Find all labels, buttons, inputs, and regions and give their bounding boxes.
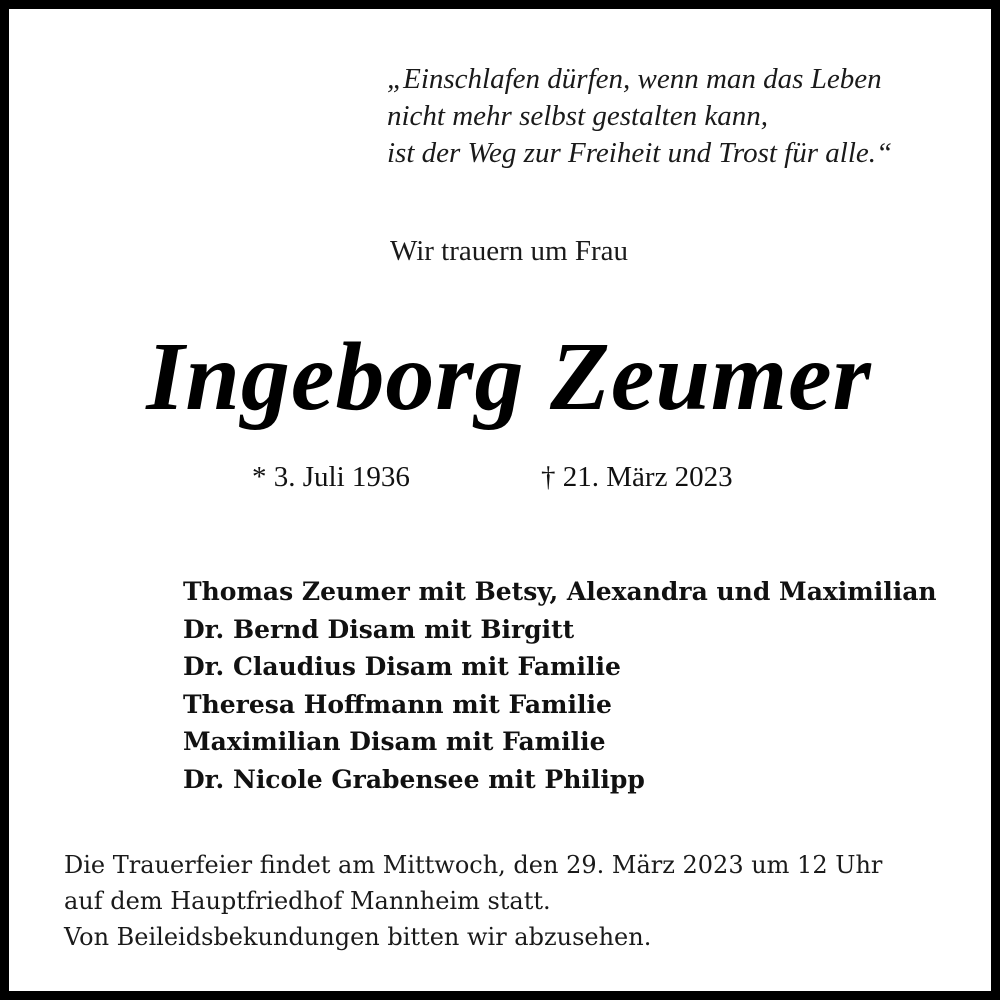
service-line: auf dem Hauptfriedhof Mannheim statt.	[64, 887, 551, 915]
funeral-service-info	[64, 847, 882, 955]
mourners-list	[183, 573, 937, 799]
quote-line: ist der Weg zur Freiheit und Trost für alle.“	[387, 137, 893, 169]
mourner-entry: Maximilian Disam mit Familie	[183, 727, 606, 757]
quote-line: „Einschlafen dürfen, wenn man das Leben	[387, 63, 882, 95]
mourner-entry: Dr. Nicole Grabensee mit Philipp	[183, 764, 645, 794]
mourner-entry: Dr. Bernd Disam mit Birgitt	[183, 614, 575, 644]
service-line: Die Trauerfeier findet am Mittwoch, den 29. März 2023 um 12 Uhr	[64, 851, 883, 879]
mourner-entry: Dr. Claudius Disam mit Familie	[183, 652, 621, 682]
service-line: Von Beileidsbekundungen bitten wir abzusehen.	[64, 923, 652, 951]
mourner-entry: Theresa Hoffmann mit Familie	[183, 689, 612, 719]
epigraph-quote	[387, 61, 987, 172]
deceased-name: Ingeborg Zeumer	[146, 323, 872, 431]
birth-date: * 3. Juli 1936	[252, 461, 410, 493]
mourning-intro: Wir trauern um Frau	[389, 235, 628, 267]
quote-line: nicht mehr selbst gestalten kann,	[387, 100, 768, 132]
life-dates	[9, 461, 1000, 501]
mourner-entry: Thomas Zeumer mit Betsy, Alexandra und Maximilian	[183, 577, 937, 606]
death-date: † 21. März 2023	[541, 461, 733, 493]
